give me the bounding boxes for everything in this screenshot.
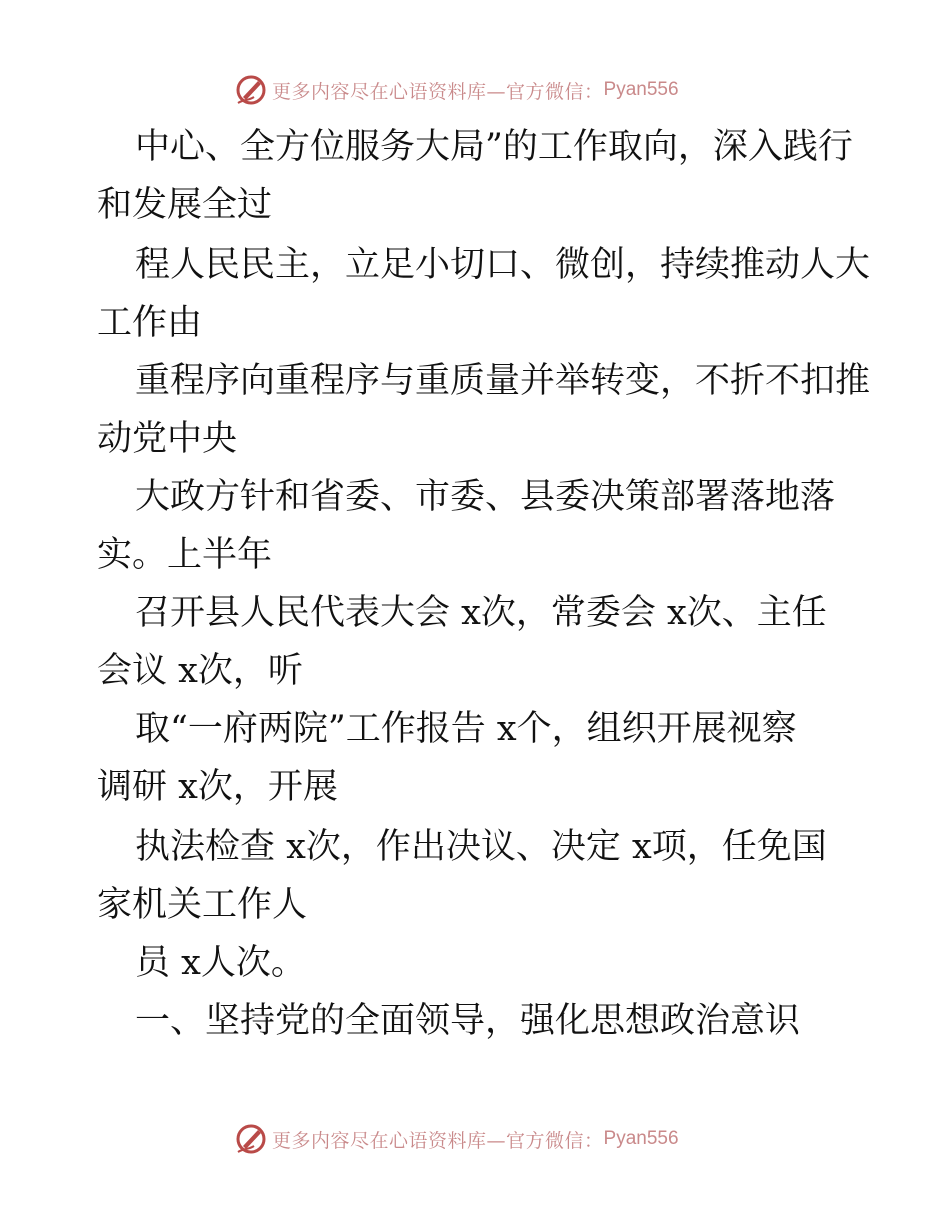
text-line-14: 家机关工作人 [97,885,308,925]
text-line-5: 重程序向重程序与重质量并举转变，不折不扣推 [135,361,871,401]
text-line-6: 动党中央 [97,419,238,459]
footer-banner [234,1121,679,1157]
footer-banner-text: 更多内容尽在心语资料库—官方微信： [272,1129,604,1152]
text-line-3: 程人民民主，立足小切口、微创，持续推动人大 [135,245,871,285]
text-line-4: 工作由 [97,303,203,343]
text-line-13: 执法检查 x次，作出决议、决定 x项，任免国 [135,827,827,867]
text-line-11: 取“一府两院”工作报告 x个，组织开展视察 [135,709,797,749]
text-line-16: 一、坚持党的全面领导，强化思想政治意识 [135,1001,801,1041]
footer-banner-id: Pyan556 [603,1128,679,1149]
text-line-1: 中心、全方位服务大局”的工作取向，深入践行 [135,127,853,167]
header-banner-id: Pyan556 [603,79,679,100]
text-line-15: 员 x人次。 [135,943,306,983]
text-line-9: 召开县人民代表大会 x次，常委会 x次、主任 [135,593,827,633]
logo-icon [234,73,268,107]
text-line-8: 实。上半年 [97,535,273,575]
text-line-10: 会议 x次，听 [97,651,303,691]
header-banner-text: 更多内容尽在心语资料库—官方微信： [272,80,604,103]
text-line-12: 调研 x次，开展 [97,767,338,807]
header-banner [234,72,679,108]
logo-icon [234,1122,268,1156]
text-line-2: 和发展全过 [97,185,273,225]
text-line-7: 大政方针和省委、市委、县委决策部署落地落 [135,477,836,517]
